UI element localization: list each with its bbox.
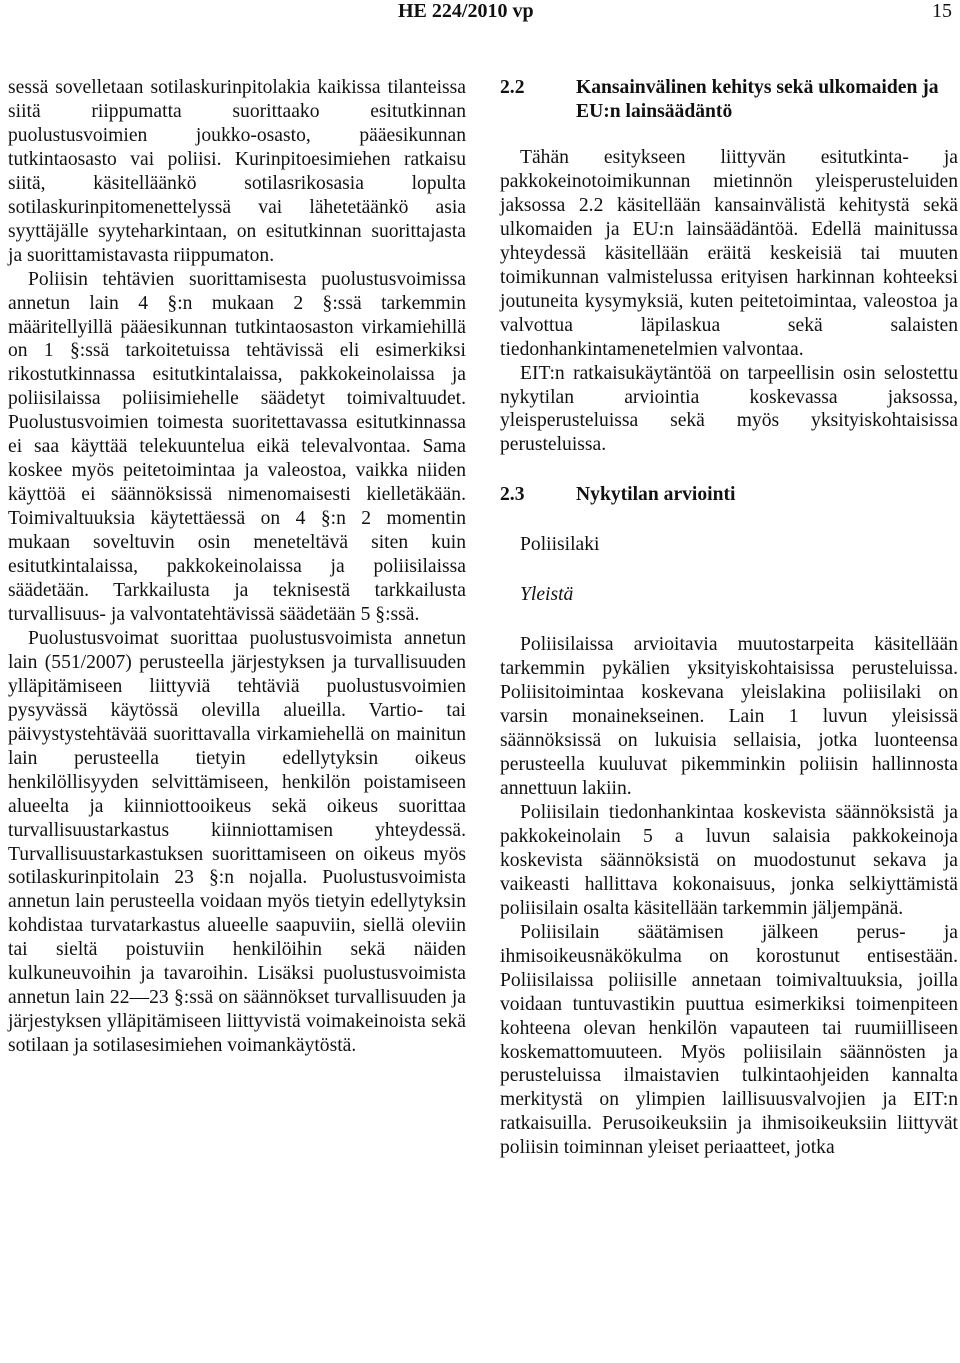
page-header — [0, 0, 960, 26]
section-number: 2.2 — [500, 77, 525, 98]
document-id: HE 224/2010 vp — [398, 0, 534, 22]
section-heading-2-3 — [500, 483, 958, 507]
paragraph: sessä sovelletaan sotilaskurinpitolakia kaikissa tilanteissa siitä riippumatta suorittaako esitutkinnan puolustusvoimien joukko-osasto, pääesikunnan tutkintaosasto vai poliisi. Kurinpitoesimiehen ratkaisu siitä, käsitelläänkö sotilasrikosasia lopulta sotilaskurinpitomenettelyssä vai lähetetäänkö asia syyttäjälle syyteharkintaan, on esitutkinnan suorittajasta ja suorittamistavasta riippumaton. — [8, 77, 466, 266]
paragraph: Poliisilain tiedonhankintaa koskevista säännöksistä ja pakkokeinolain 5 a luvun salaisia pakkokeinoja koskevista säännöksistä on muodostunut sekava ja vaikeasti hallittava kokonaisuus, jonka selkiyttämistä poliisilain osalta käsitellään tarkemmin jäljempänä. — [500, 801, 958, 919]
paragraph: Tähän esitykseen liittyvän esitutkinta- ja pakkokeinotoimikunnan mietinnön yleisperusteluiden jaksossa 2.2 käsitellään kansainvälistä kehitystä sekä ulkomaiden ja EU:n lainsäädäntöä. Edellä mainitussa yhteydessä käsitellään eräitä keskeisiä tai muuten toimikunnan valmistelussa erityisen harkinnan kohteeksi joutuneita kysymyksiä, kuten peitetoimintaa, valeostoa ja valvottua läpilaskua sekä salaisten tiedonhankintamenetelmien valvontaa. — [500, 147, 958, 360]
paragraph: Puolustusvoimat suorittaa puolustusvoimista annetun lain (551/2007) perusteella järjestyksen ja turvallisuuden ylläpitämiseen liittyviä tehtäviä puolustusvoimien pysyvässä käytössä olevilla alueilla. Vartio- tai päivystystehtävää suorittavalla virkamiehellä on mainitun lain perusteella tietyin edellytyksin oikeus henkilöllisyyden selvittämiseen, henkilön poistamiseen alueelta ja kiinniottooikeus sekä oikeus suorittaa turvallisuustarkastus kiinniottamisen yhteydessä. Turvallisuustarkastuksen suorittamiseen on oikeus myös sotilaskurinpitolain 23 §:n nojalla. Puolustusvoimista annetun lain perusteella voidaan myös tietyin edellytyksin kohdistaa turvatarkastus alueelle saapuviin, siellä oleviin tai sieltä poistuviin henkilöihin sekä näiden kulkuneuvoihin ja tavaroihin. Lisäksi puolustusvoimista annetun lain 22—23 §:ssä on säännökset turvallisuuden ja järjestyksen ylläpitämiseen liittyvistä voimakeinoista sekä sotilaan ja sotilasesimiehen voimankäytöstä. — [8, 627, 466, 1057]
section-heading-2-2 — [500, 76, 958, 124]
subheading: Poliisilaki — [520, 534, 600, 556]
paragraph: EIT:n ratkaisukäytäntöä on tarpeellisin osin selostettu nykytilan arviointia koskevassa jaksossa, yleisperusteluissa sekä myös yksityiskohtaisissa perusteluissa. — [500, 362, 958, 456]
right-column — [500, 76, 958, 1160]
section-number: 2.3 — [500, 484, 525, 506]
section-title: Kansainvälinen kehitys sekä ulkomaiden ja EU:n lainsäädäntö — [576, 77, 939, 122]
paragraph: Poliisilaissa arvioitavia muutostarpeita käsitellään tarkemmin pykälien yksityiskohtaisissa perusteluissa. Poliisitoimintaa koskevana yleislakina poliisilaki on varsin monainekseinen. Lain 1 luvun yleisissä säännöksissä on lukuisia sellaisia, jotka luonteensa perusteella kuuluvat pikemminkin poliisin hallinnosta annettuun lakiin. — [500, 634, 958, 800]
paragraph: Poliisin tehtävien suorittamisesta puolustusvoimissa annetun lain 4 §:n mukaan 2 §:ssä tarkemmin määritellyillä pääesikunnan tutkintaosaston virkamiehillä on 1 §:ssä tarkoitetuissa tehtävissä eli esimerkiksi rikostutkinnassa esitutkintalaissa, pakkokeinolaissa ja poliisilaissa poliisimiehelle säädetyt toimivaltuudet. Puolustusvoimien toimesta suoritettavassa esitutkinnassa ei saa käyttää telekuuntelua eikä televalvontaa. Sama koskee myös peitetoimintaa ja valeostoa, vaikka niiden käyttöä ei säännöksissä nimenomaisesti kielletäkään. Toimivaltuuksia käytettäessä on 4 §:n 2 momentin mukaan soveltuvin osin meneteltävä siten kuin esitutkintalaissa, pakkokeinolaissa ja poliisilaissa säädetään. Tarkkailusta ja teknisestä tarkkailusta turvallisuus- ja valvontatehtävissä säädetään 5 §:ssä. — [8, 268, 466, 625]
italic-subheading: Yleistä — [520, 584, 574, 606]
left-column — [8, 76, 466, 1058]
paragraph: Poliisilain säätämisen jälkeen perus- ja ihmisoikeusnäkökulma on korostunut entisestään. Poliisilaissa poliisille annetaan toimivaltuuksia, joilla voidaan tuntuvastikin puuttua esimerkiksi toimenpiteen kohteena olevan henkilön vapauteen tai ruumiilliseen koskemattomuuteen. Myös poliisilain säännösten ja perusteluissa ilmaistavien tulkintaohjeiden kannalta merkitystä on ylimpien laillisuusvalvojien ja EIT:n ratkaisuilla. Perusoikeuksiin ja ihmisoikeuksiin liittyvät poliisin toiminnan yleiset periaatteet, jotka — [500, 921, 958, 1159]
page-number: 15 — [932, 0, 952, 22]
section-title: Nykytilan arviointi — [576, 484, 736, 506]
